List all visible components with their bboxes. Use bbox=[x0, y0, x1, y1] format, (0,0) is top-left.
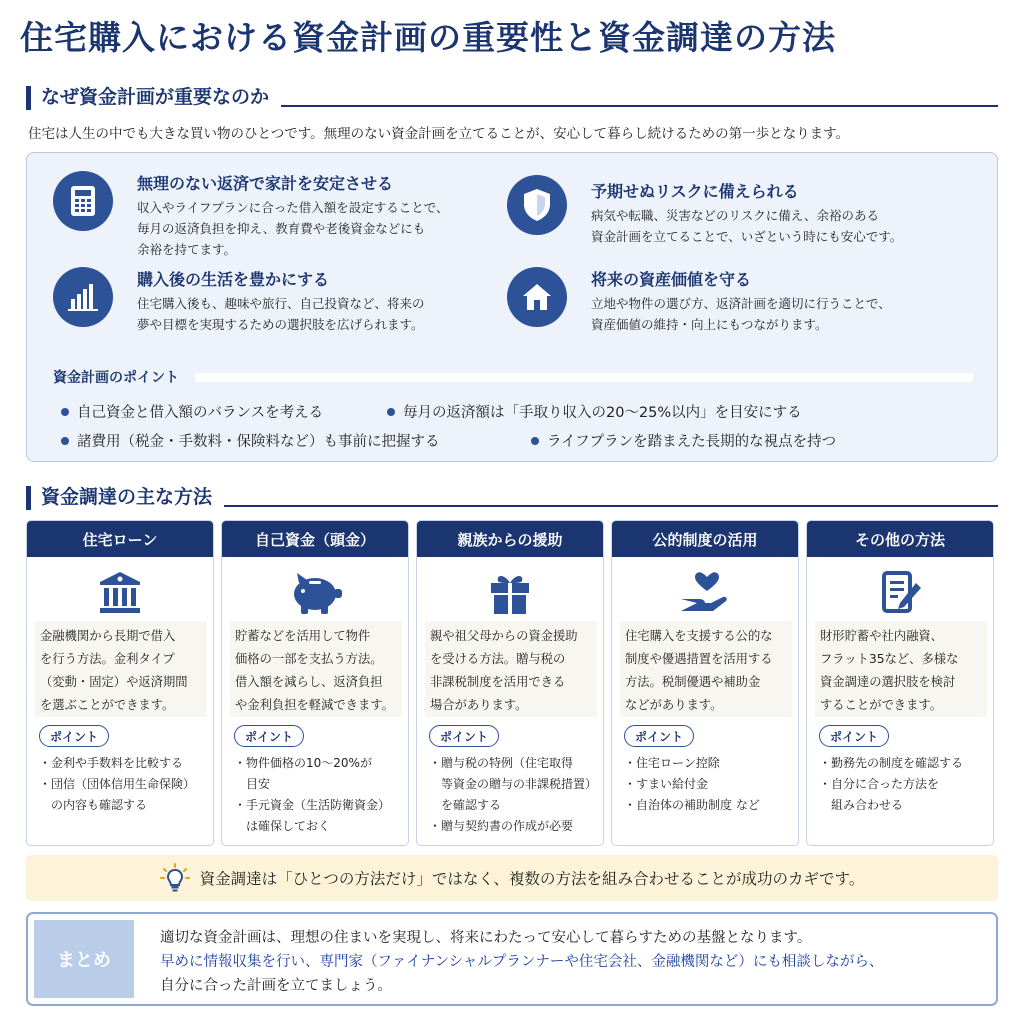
card-desc-line: （変動・固定）や返済期間 bbox=[40, 675, 188, 689]
card-desc-line: 方法。税制優遇や補助金 bbox=[625, 675, 761, 689]
card-title: 自己資金（頭金） bbox=[222, 521, 408, 557]
reason-line: 資金計画を立てることで、いざという時にも安心です。 bbox=[591, 229, 903, 244]
reason-title: 予期せぬリスクに備えられる bbox=[591, 182, 799, 201]
heading-accent-bar bbox=[26, 486, 31, 510]
card-desc-line: 借入額を減らし、返済負担 bbox=[235, 675, 383, 689]
intro-text: 住宅は人生の中でも大きな買い物のひとつです。無理のない資金計画を立てることが、安心して暮らし続けるための第一歩となります。 bbox=[28, 126, 850, 142]
card-desc-line: 金融機関から長期で借入 bbox=[40, 629, 176, 643]
reason-text bbox=[137, 197, 497, 260]
card-note: ・住宅ローン控除 bbox=[624, 756, 720, 770]
reason-line: 余裕を持てます。 bbox=[137, 242, 237, 257]
summary-line: 早めに情報収集を行い、専門家（ファイナンシャルプランナーや住宅会社、金融機関など）にも相談しながら、 bbox=[160, 954, 884, 970]
point-badge: ポイント bbox=[624, 725, 694, 747]
point-badge: ポイント bbox=[819, 725, 889, 747]
card-note: の内容も確認する bbox=[39, 798, 148, 812]
card-desc-line: することができます。 bbox=[820, 698, 942, 712]
card-notes bbox=[39, 753, 211, 816]
card-note: ・すまい給付金 bbox=[624, 777, 709, 791]
card-desc-line: フラット35など、多様な bbox=[820, 652, 959, 666]
card-title: 親族からの援助 bbox=[417, 521, 603, 557]
card-desc-line: 場合があります。 bbox=[430, 698, 528, 712]
bullet-icon bbox=[387, 408, 395, 416]
card-desc-line: 資金調達の選択肢を検討 bbox=[820, 675, 956, 689]
card-note: ・物件価格の10〜20%が bbox=[234, 756, 372, 770]
summary-line: 適切な資金計画は、理想の住まいを実現し、将来にわたって安心して暮らすための基盤となります。 bbox=[160, 930, 812, 946]
summary-line: 自分に合った計画を立てましょう。 bbox=[160, 978, 392, 994]
point-text: 毎月の返済額は「手取り収入の20〜25%以内」を目安にする bbox=[403, 405, 802, 421]
lightbulb-icon bbox=[160, 863, 190, 893]
page-title: 住宅購入における資金計画の重要性と資金調達の方法 bbox=[20, 18, 836, 57]
reason-line: 夢や目標を実現するための選択肢を広げられます。 bbox=[137, 317, 424, 332]
card-notes bbox=[624, 753, 796, 816]
reason-title: 購入後の生活を豊かにする bbox=[137, 270, 330, 289]
method-card-loan bbox=[26, 520, 214, 846]
card-note: ・金利や手数料を比較する bbox=[39, 756, 184, 770]
summary-box bbox=[26, 912, 998, 1006]
card-desc-line: 親や祖父母からの資金援助 bbox=[430, 629, 578, 643]
reason-item bbox=[53, 267, 493, 357]
card-desc-line: 非課税制度を活用できる bbox=[430, 675, 566, 689]
heading-accent-bar bbox=[26, 86, 31, 110]
reason-text bbox=[591, 293, 951, 335]
bank-icon bbox=[27, 565, 213, 621]
method-card-family-support bbox=[416, 520, 604, 846]
point-badge: ポイント bbox=[234, 725, 304, 747]
points-rule bbox=[195, 373, 973, 382]
card-note: を確認する bbox=[429, 798, 502, 812]
bullet-icon bbox=[531, 437, 539, 445]
card-title: 公的制度の活用 bbox=[612, 521, 798, 557]
card-note: ・贈与契約書の作成が必要 bbox=[429, 819, 574, 833]
card-note: ・勤務先の制度を確認する bbox=[819, 756, 964, 770]
card-notes bbox=[429, 753, 601, 837]
shield-icon bbox=[507, 175, 567, 235]
summary-label: まとめ bbox=[34, 920, 134, 998]
reason-text bbox=[137, 293, 497, 335]
card-note: は確保しておく bbox=[234, 819, 331, 833]
card-desc-line: 制度や優遇措置を活用する bbox=[625, 652, 773, 666]
reason-title: 将来の資産価値を守る bbox=[591, 270, 752, 289]
tip-text: 資金調達は「ひとつの方法だけ」ではなく、複数の方法を組み合わせることが成功のカギです。 bbox=[199, 870, 865, 888]
card-description bbox=[230, 621, 402, 717]
method-card-public-programs bbox=[611, 520, 799, 846]
card-desc-line: 価格の一部を支払う方法。 bbox=[235, 652, 383, 666]
section-title: 資金調達の主な方法 bbox=[41, 486, 213, 508]
reason-line: 収入やライフプランに合った借入額を設定することで、 bbox=[137, 200, 449, 215]
card-note: ・自治体の補助制度 など bbox=[624, 798, 760, 812]
heading-rule bbox=[224, 505, 998, 507]
reason-line: 病気や転職、災害などのリスクに備え、余裕のある bbox=[591, 208, 880, 223]
card-desc-line: などがあります。 bbox=[625, 698, 723, 712]
point-badge: ポイント bbox=[429, 725, 499, 747]
reason-line: 毎月の返済負担を抑え、教育費や老後資金などにも bbox=[137, 221, 426, 236]
point-text: 諸費用（税金・手数料・保険料など）も事前に把握する bbox=[77, 434, 440, 450]
points-heading bbox=[53, 367, 973, 387]
card-note: 組み合わせる bbox=[819, 798, 904, 812]
methods-cards bbox=[26, 520, 998, 846]
card-notes bbox=[234, 753, 406, 837]
method-card-down-payment bbox=[221, 520, 409, 846]
bullet-icon bbox=[61, 437, 69, 445]
piggy-bank-icon bbox=[222, 565, 408, 621]
house-icon bbox=[507, 267, 567, 327]
point-text: 自己資金と借入額のバランスを考える bbox=[77, 405, 324, 421]
card-notes bbox=[819, 753, 991, 816]
card-description bbox=[35, 621, 207, 717]
card-note: ・贈与税の特例（住宅取得 bbox=[429, 756, 574, 770]
card-note: ・自分に合った方法を bbox=[819, 777, 940, 791]
heading-rule bbox=[281, 105, 998, 107]
reason-text bbox=[591, 205, 951, 247]
card-note: ・手元資金（生活防衛資金） bbox=[234, 798, 391, 812]
section-heading-methods bbox=[26, 480, 998, 510]
card-title: その他の方法 bbox=[807, 521, 993, 557]
reason-title: 無理のない返済で家計を安定させる bbox=[137, 174, 394, 193]
card-note: ・団信（団体信用生命保険） bbox=[39, 777, 196, 791]
gift-icon bbox=[417, 565, 603, 621]
section-heading-why bbox=[26, 80, 998, 110]
card-desc-line: を選ぶことができます。 bbox=[40, 698, 175, 712]
card-desc-line: 住宅購入を支援する公的な bbox=[625, 629, 773, 643]
card-description bbox=[815, 621, 987, 717]
card-description bbox=[425, 621, 597, 717]
document-pen-icon bbox=[807, 565, 993, 621]
bar-chart-icon bbox=[53, 267, 113, 327]
points-title: 資金計画のポイント bbox=[53, 370, 179, 386]
card-note: 等資金の贈与の非課税措置） bbox=[429, 777, 598, 791]
reason-item bbox=[507, 267, 947, 357]
reason-item bbox=[53, 171, 493, 261]
reason-line: 立地や物件の選び方、返済計画を適切に行うことで、 bbox=[591, 296, 891, 311]
card-desc-line: 貯蓄などを活用して物件 bbox=[235, 629, 371, 643]
section-title: なぜ資金計画が重要なのか bbox=[41, 86, 270, 108]
reason-line: 住宅購入後も、趣味や旅行、自己投資など、将来の bbox=[137, 296, 425, 311]
summary-text bbox=[160, 926, 990, 998]
point-item bbox=[61, 430, 440, 451]
reasons-panel bbox=[26, 152, 998, 462]
card-desc-line: を受ける方法。贈与税の bbox=[430, 652, 566, 666]
heart-hand-icon bbox=[612, 565, 798, 621]
card-desc-line: を行う方法。金利タイプ bbox=[40, 652, 175, 666]
point-item bbox=[387, 401, 802, 422]
card-desc-line: や金利負担を軽減できます。 bbox=[235, 698, 394, 712]
card-description bbox=[620, 621, 792, 717]
card-note: 目安 bbox=[234, 777, 271, 791]
card-title: 住宅ローン bbox=[27, 521, 213, 557]
point-item bbox=[531, 430, 836, 451]
reason-item bbox=[507, 175, 947, 265]
card-desc-line: 財形貯蓄や社内融資、 bbox=[820, 629, 943, 643]
reason-line: 資産価値の維持・向上にもつながります。 bbox=[591, 317, 828, 332]
tip-banner bbox=[26, 855, 998, 901]
bullet-icon bbox=[61, 408, 69, 416]
point-text: ライフプランを踏まえた長期的な視点を持つ bbox=[547, 434, 837, 450]
method-card-other bbox=[806, 520, 994, 846]
point-item bbox=[61, 401, 323, 422]
calculator-icon bbox=[53, 171, 113, 231]
point-badge: ポイント bbox=[39, 725, 109, 747]
